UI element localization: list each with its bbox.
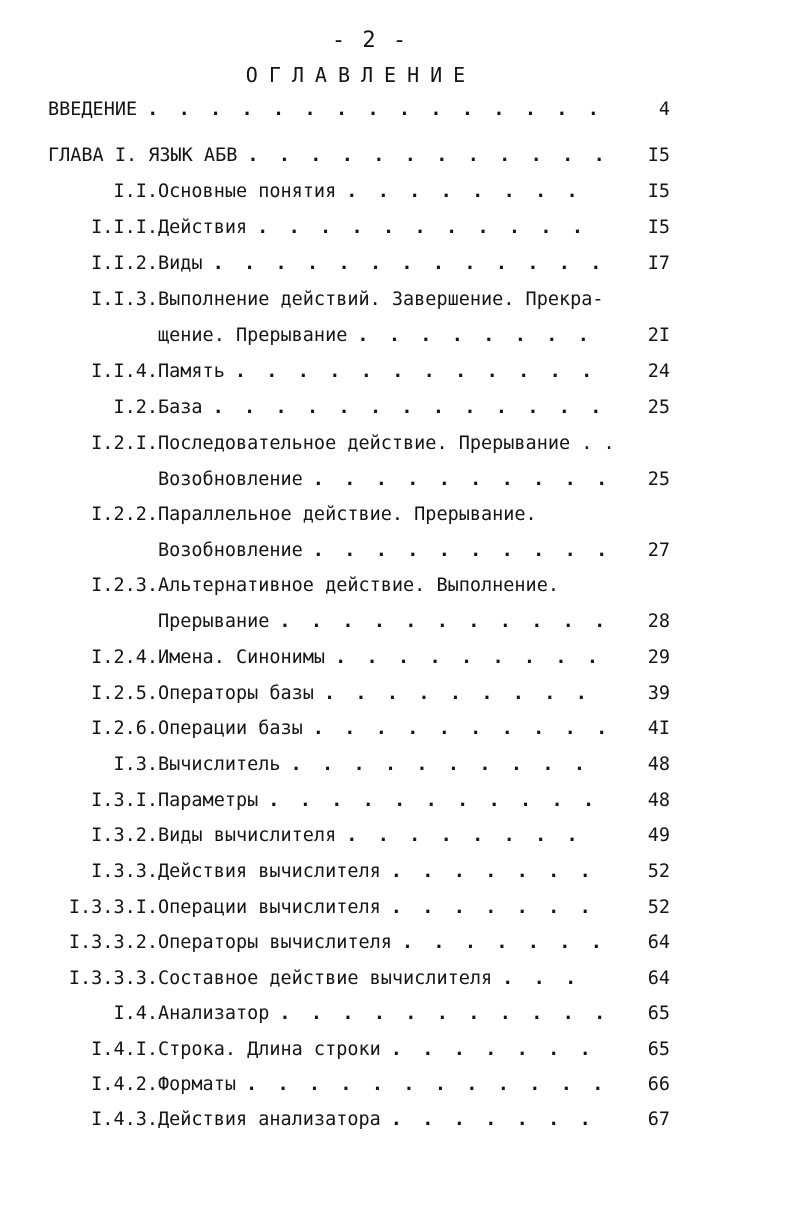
toc-entry <box>0 788 599 814</box>
toc-entry <box>0 716 612 742</box>
dot-leader: . . . . . . . . . . . . . <box>212 253 607 274</box>
toc-entry-page: 52 <box>647 861 670 882</box>
toc-heading: ОГЛАВЛЕНИЕ <box>245 63 477 87</box>
dot-leader: . . . <box>502 968 581 989</box>
toc-entry-number: I.3.3. <box>91 861 158 882</box>
toc-entry-page: 48 <box>647 790 670 811</box>
toc-entry-title: Анализатор <box>158 1003 270 1024</box>
toc-entry <box>0 359 597 385</box>
toc-entry <box>0 1037 595 1063</box>
toc-entry-number: I.I. <box>113 181 158 202</box>
toc-entry-title: Виды <box>158 253 203 274</box>
toc-entry-number: I.I.4. <box>91 361 158 382</box>
toc-entry-number: I.I.I. <box>91 217 158 238</box>
toc-entry-number: I.2. <box>113 397 158 418</box>
toc-entry-number: I.4. <box>113 1003 158 1024</box>
toc-entry-number: I.2.5. <box>91 683 158 704</box>
toc-entry-number: I.3.2. <box>91 825 158 846</box>
toc-entry-number: I.4.2. <box>91 1074 158 1095</box>
toc-entry <box>0 681 591 707</box>
toc-entry-title: Операции вычислителя <box>158 897 381 918</box>
toc-entry-number: I.4.I. <box>91 1039 158 1060</box>
dot-leader: . . . . . . . <box>401 932 607 953</box>
toc-entry <box>0 573 559 599</box>
toc-entry <box>0 1072 608 1098</box>
toc-entry-page: 67 <box>647 1109 670 1130</box>
toc-entry-title: Операции базы <box>158 718 303 739</box>
page-number: - 2 - <box>331 28 409 53</box>
dot-leader: . . . . . . . . . . <box>312 469 612 490</box>
dot-leader: . . . . . . . . . . . . <box>247 145 610 166</box>
toc-entry-page: 27 <box>647 540 670 561</box>
toc-entry-title: Действия анализатора <box>158 1109 381 1130</box>
toc-entry-title: щение. Прерывание <box>158 325 348 346</box>
toc-entry-title: Параметры <box>158 790 259 811</box>
toc-entry <box>0 538 612 564</box>
toc-entry-page: 2I <box>647 325 670 346</box>
toc-entry-page: 49 <box>647 825 670 846</box>
toc-entry <box>0 823 582 849</box>
toc-entry-page: 48 <box>647 754 670 775</box>
toc-entry <box>0 502 537 528</box>
dot-leader: . . . . . . . . . . <box>312 540 612 561</box>
toc-entry <box>0 966 581 992</box>
toc-entry-title: Строка. Длина строки <box>158 1039 381 1060</box>
toc-entry-page: 4 <box>658 99 670 120</box>
toc-entry-title: Виды вычислителя <box>158 825 337 846</box>
toc-entry-page: 28 <box>647 611 670 632</box>
toc-entry <box>0 609 610 635</box>
dot-leader: . . . . . . . . . . <box>312 718 612 739</box>
dot-leader: . . . . . . . . . . . <box>257 217 588 238</box>
toc-entry <box>48 97 604 123</box>
toc-entry <box>0 251 606 277</box>
dot-leader: . . . . . . . <box>390 1039 596 1060</box>
dot-leader: . . . . . . . <box>390 1109 596 1130</box>
toc-entry-page: 65 <box>647 1003 670 1024</box>
toc-entry-page: 24 <box>647 361 670 382</box>
toc-entry <box>0 930 607 956</box>
toc-entry <box>0 395 606 421</box>
dot-leader: . . . . . . . . . . . <box>279 611 610 632</box>
toc-entry-title: Действия вычислителя <box>158 861 381 882</box>
toc-entry-title: Основные понятия <box>158 181 337 202</box>
dot-leader: . . . . . . . <box>390 861 596 882</box>
toc-entry-number: I.3.I. <box>91 790 158 811</box>
toc-entry-page: I5 <box>647 181 670 202</box>
toc-entry <box>0 431 615 457</box>
toc-entry <box>0 645 603 671</box>
toc-entry-title: Вычислитель <box>158 754 281 775</box>
dot-leader: . . . . . . . <box>390 897 596 918</box>
toc-entry-title: Операторы базы <box>158 683 314 704</box>
toc-entry-title: Альтернативное действие. Выполнение. <box>158 575 559 596</box>
dot-leader: . . . . . . . . <box>346 825 583 846</box>
toc-entry-page: 52 <box>647 897 670 918</box>
toc-entry-number: I.2.I. <box>91 433 158 454</box>
toc-entry <box>0 179 582 205</box>
toc-entry <box>0 215 588 241</box>
toc-entry-title: Последовательное действие. Прерывание . . <box>158 433 615 454</box>
dot-leader: . . . . . . . . . <box>323 683 592 704</box>
toc-entry-number: I.2.6. <box>91 718 158 739</box>
toc-entry-number: I.I.3. <box>91 289 158 310</box>
toc-entry-number: I.3. <box>113 754 158 775</box>
toc-entry-title: Составное действие вычислителя <box>158 968 493 989</box>
toc-entry-page: 64 <box>647 932 670 953</box>
toc-entry-page: 66 <box>647 1074 670 1095</box>
toc-entry-page: 25 <box>647 469 670 490</box>
toc-entry-title: ГЛАВА I. ЯЗЫК АБВ <box>48 145 238 166</box>
toc-entry-page: 65 <box>647 1039 670 1060</box>
toc-entry <box>0 323 593 349</box>
toc-entry-title: Возобновление <box>158 540 303 561</box>
toc-entry-title: Имена. Синонимы <box>158 647 326 668</box>
toc-entry-page: 4I <box>647 718 670 739</box>
toc-entry-number: I.2.3. <box>91 575 158 596</box>
toc-entry-page: 29 <box>647 647 670 668</box>
toc-entry-title: Возобновление <box>158 469 303 490</box>
toc-entry-number: I.3.3.I. <box>68 897 158 918</box>
toc-entry-number: I.2.2. <box>91 504 158 525</box>
toc-entry-title: Форматы <box>158 1074 236 1095</box>
toc-entry-number: I.3.3.3. <box>68 968 158 989</box>
toc-entry <box>0 859 595 885</box>
dot-leader: . . . . . . . . . . . . <box>234 361 597 382</box>
toc-entry-page: I7 <box>647 253 670 274</box>
toc-entry-title: Память <box>158 361 225 382</box>
dot-leader: . . . . . . . . . . . . . . . <box>147 99 604 120</box>
toc-entry <box>0 1001 610 1027</box>
toc-entry <box>0 895 595 921</box>
dot-leader: . . . . . . . . . <box>335 647 603 668</box>
dot-leader: . . . . . . . . . . . . . <box>212 397 607 418</box>
toc-entry-title: База <box>158 397 203 418</box>
toc-entry-page: I5 <box>647 145 670 166</box>
toc-entry-number: I.4.3. <box>91 1109 158 1130</box>
toc-entry-title: Операторы вычислителя <box>158 932 392 953</box>
toc-entry-number: I.2.4. <box>91 647 158 668</box>
toc-entry-page: 39 <box>647 683 670 704</box>
toc-entry <box>0 752 590 778</box>
toc-entry <box>0 467 612 493</box>
toc-entry-title: Выполнение действий. Завершение. Прекра- <box>158 289 604 310</box>
toc-entry-title: Параллельное действие. Прерывание. <box>158 504 537 525</box>
toc-entry-page: 64 <box>647 968 670 989</box>
toc-entry <box>0 1107 595 1133</box>
toc-entry-title: ВВЕДЕНИЕ <box>48 99 138 120</box>
dot-leader: . . . . . . . . . . . <box>279 1003 610 1024</box>
toc-entry-title: Действия <box>158 217 248 238</box>
dot-leader: . . . . . . . . <box>346 181 583 202</box>
toc-entry <box>0 287 604 313</box>
toc-entry-number: I.3.3.2. <box>68 932 158 953</box>
toc-entry-number: I.I.2. <box>91 253 158 274</box>
dot-leader: . . . . . . . . . . <box>290 754 590 775</box>
dot-leader: . . . . . . . . . . . <box>268 790 599 811</box>
dot-leader: . . . . . . . . <box>357 325 594 346</box>
toc-entry-title: Прерывание <box>158 611 270 632</box>
dot-leader: . . . . . . . . . . . . <box>245 1074 608 1095</box>
toc-entry-page: 25 <box>647 397 670 418</box>
toc-entry-page: I5 <box>647 217 670 238</box>
toc-entry <box>48 143 609 169</box>
